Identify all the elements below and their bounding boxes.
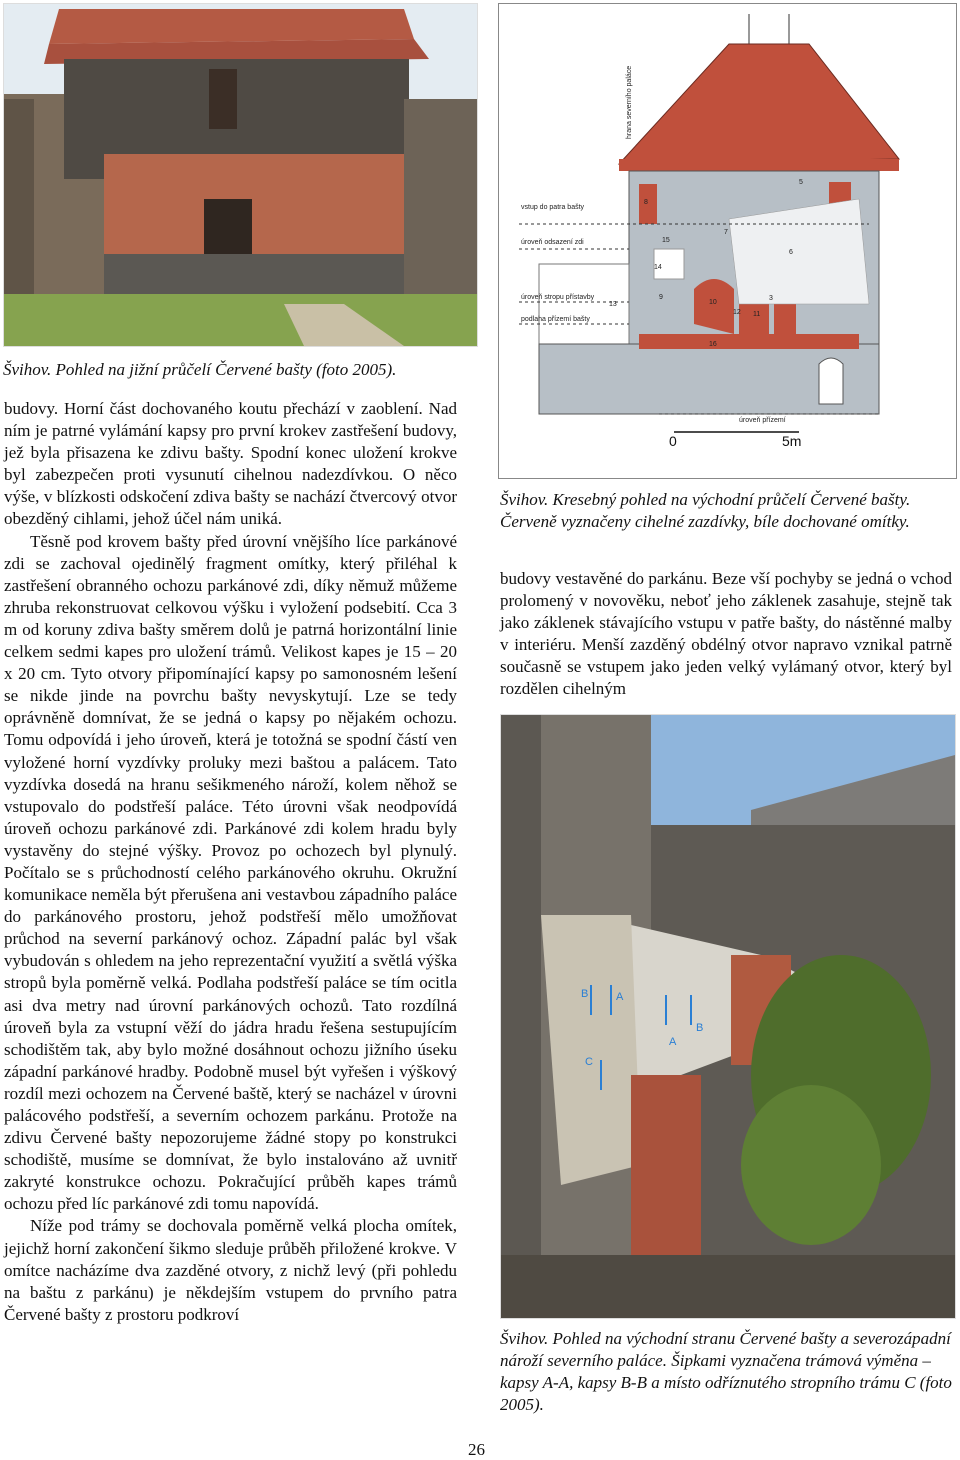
diagram-number: 11 [753, 311, 761, 318]
diagram-number: 12 [733, 309, 741, 316]
label-floor-level: podlaha přízemí bašty [521, 316, 590, 323]
label-ceiling-level: úroveň stropu přístavby [521, 294, 595, 301]
diagram-number: 14 [654, 264, 662, 271]
marker-a-left: A [616, 991, 624, 1003]
drawing-east-facade [498, 3, 957, 479]
right-column-text [500, 568, 952, 701]
diagram-number: 8 [644, 199, 648, 206]
drawing-east-facade-image [499, 4, 956, 478]
diagram-number: 9 [659, 294, 663, 301]
scale-end: 5m [782, 433, 802, 449]
left-column-text [4, 398, 457, 1326]
marker-b-left: B [581, 988, 589, 1000]
photo-south-facade [3, 3, 478, 347]
diagram-number: 15 [662, 237, 670, 244]
label-ground-level: úroveň přízemí [739, 417, 786, 424]
diagram-number: 13 [609, 301, 617, 308]
page-number: 26 [468, 1440, 485, 1459]
left-paragraph-2: Těsně pod krovem bašty před úrovní vnějšího líce parkánové zdi se zachoval ojedinělý fragment omítky, který přiléhal k zastřešení obranného ochozu parkánové zdi, díky němuž můžeme zhruba rekonstruovat celkovou výšku i vyložení podsebití. Cca 3 m od koruny zdiva bašty směrem dolů je patrná horizontální linie celkem sedmi kapes pro uložení trámů. Velikost kapes je 15 – 20 x 20 cm. Tyto otvory připomínající kapsy po samonosném lešení se nikde jinde na povrchu bašty nevyskytují. Lze se tedy oprávněně domnívat, že se jedná o kapsy po nějakém ochozu. Tomu odpovídá i jeho úroveň, která je totožná se spodní částí ven vyložené horní vyzdívky proluky mezi baštou a palácem. Tato vyzdívka dosedá na hranu sešikmeného nároží, kolem něhož se vstupovalo do podstřeší paláce. Této úrovni však neodpovídá úroveň ochozu parkánové zdi. Parkánové zdi kolem hradu byly vystavěny do stejné výšky. Provoz po ochozech byl plynulý. Počítalo se s průchodností celého parkánového okruhu. Okružní komunikace neměla být přerušena ani vestavbou západního paláce do parkánového prostoru, jehož podstřeší mělo umožňovat průchod na severní parkánový ochoz. Západní palác byl však vybudován s ohledem na jeho reprezentační využití a světlá výška stropů byla poměrně velká. Podlaha podstřeší paláce se tím ocitla asi dva metry nad úrovní parkánových ochozů. Tato rozdílná úroveň byla za vstupní věží do jádra hradu řešena sestupujícím schodištěm tak, aby bylo možné dosáhnout ochozu jižního úseku západní parkánové hradby. Podobně musel být vyřešen i výškový rozdíl mezi ochozem na Červené baště, který se nacházel v úrovni palácového podstřeší, a severním ochozem parkánu. Protože na zdivu Červené bašty nepozorujeme žádné stopy po konstrukci schodiště, musíme se domnívat, že bylo instalováno až uvnitř zakryté konstrukce ochozu. Pokračující průběh kapes trámů ochozu před líc parkánové zdi tomu napovídá. [4, 531, 457, 1214]
scale-start: 0 [669, 433, 677, 449]
photo-south-facade-image [4, 4, 477, 346]
diagram-number: 6 [789, 249, 793, 256]
diagram-number: 3 [769, 295, 773, 302]
marker-b-right: B [696, 1022, 704, 1034]
diagram-number: 16 [709, 341, 717, 348]
diagram-number: 10 [709, 299, 717, 306]
right-paragraph-1: budovy vestavěné do parkánu. Beze vší pochyby se jedná o vchod prolomený v novověku, neboť jeho záklenek zasahuje, stejně tak jako záklenek stávajícího vstupu v patře bašty, do nástěnné malby v interiéru. Menší zazděný obdélný otvor napravo vznikal patrně současně se vstupem jako jeden velký vylámaný otvor, který byl rozdělen cihelným [500, 569, 952, 699]
marker-c: C [585, 1056, 593, 1068]
label-entry-roof: vstup do patra bašty [521, 204, 585, 211]
left-paragraph-3: Níže pod trámy se dochovala poměrně velká plocha omítek, jejichž horní zakončení šikmo sleduje průběh přiložené krokve. V omítce nacházíme dva zazděné otvory, z nichž levý (při pohledu na baštu z parkánu) je někdejším vstupem do prvního patra Červené bašty z prostoru podkroví [4, 1216, 457, 1324]
marker-a-right: A [669, 1036, 677, 1048]
label-roof-edge: hrana severního paláce [626, 65, 633, 139]
diagram-number: 7 [724, 229, 728, 236]
photo-east-side-image [501, 715, 955, 1318]
left-paragraph-1: budovy. Horní část dochovaného koutu přechází v zaoblení. Nad ním je patrné vylámání kapsy pro první krokev zastřešení budovy, jež byla přisazena ke zdivu bašty. Spodní konec uložení krokve byl zabezpečen proti vysunutí cihelnou nadezdívkou. O něco výše, v blízkosti odskočení zdiva bašty se nachází čtvercový otvor obezděný cihlami, jehož účel nám uniká. [4, 399, 457, 529]
diagram-number: 5 [799, 179, 803, 186]
photo-south-facade-caption: Švihov. Pohled na jižní průčelí Červené bašty (foto 2005). [3, 360, 397, 379]
photo-east-side-caption: Švihov. Pohled na východní stranu Červené bašty a severozápadní nároží severního paláce. Šipkami vyznačena trámová výměna – kapsy A-A, kapsy B-B a místo odříznutého stropního trámu C (foto 2005). [500, 1329, 952, 1414]
photo-east-side [500, 714, 956, 1319]
drawing-east-facade-caption: Švihov. Kresebný pohled na východní průčelí Červené bašty. Červeně vyznačeny cihelné zazdívky, bíle dochované omítky. [500, 490, 911, 531]
label-plaster-level: úroveň odsazení zdi [521, 239, 584, 246]
